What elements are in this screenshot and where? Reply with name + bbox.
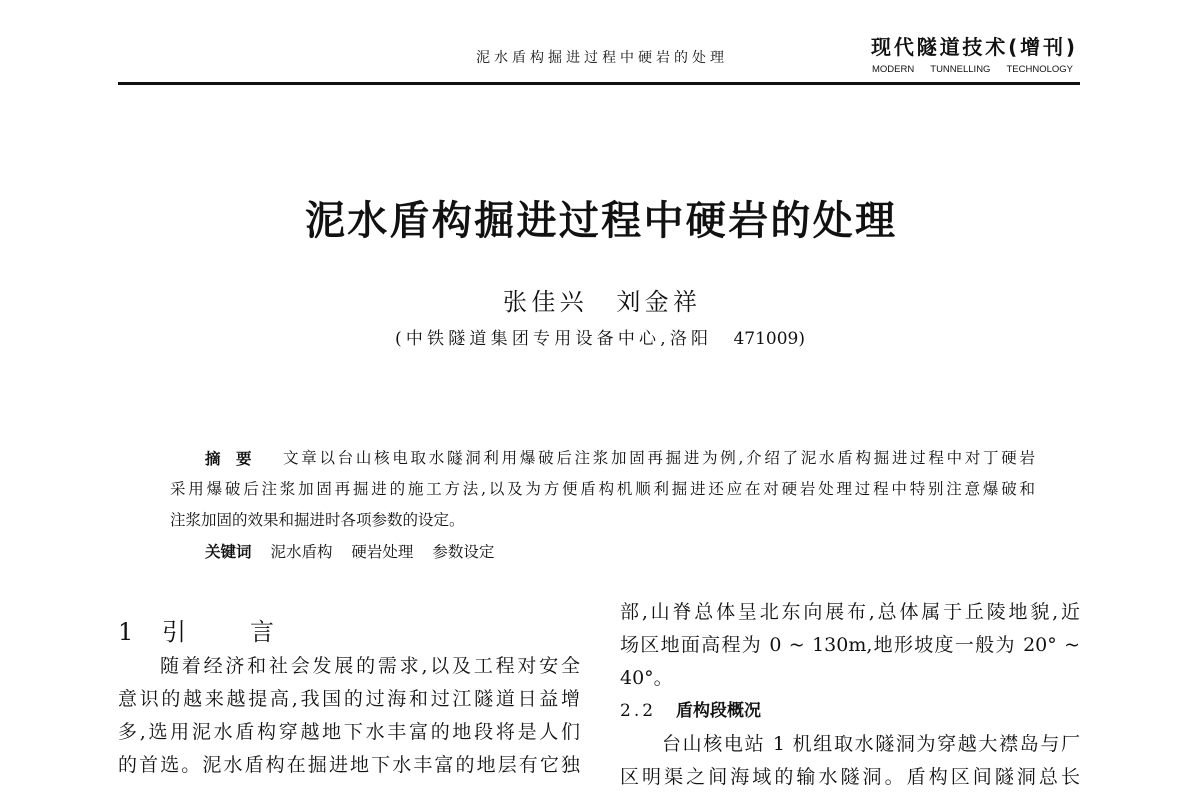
keyword: 泥水盾构 <box>270 543 333 561</box>
article-title: 泥水盾构掘进过程中硬岩的处理 <box>305 197 895 244</box>
abstract-block <box>170 443 1035 568</box>
running-title: 泥水盾构掘进过程中硬岩的处理 <box>476 50 724 66</box>
subsection-heading <box>620 695 1080 728</box>
keywords-label: 关键词 <box>205 542 252 561</box>
journal-title-cn: 现代隧道技术(增刊) <box>871 35 1075 59</box>
abstract-first-line <box>170 443 1035 474</box>
keyword: 硬岩处理 <box>351 543 414 561</box>
keywords-line <box>170 536 1035 568</box>
paragraph-line: 场区地面高程为 0 ~ 130m,地形坡度一般为 20° ~ <box>620 634 1080 656</box>
paragraph-line: 部,山脊总体呈北东向展布,总体属于丘陵地貌,近 <box>620 601 1080 623</box>
journal-title-en: MODERN TUNNELLING TECHNOLOGY <box>872 64 1073 75</box>
paragraph-line: 多,选用泥水盾构穿越地下水丰富的地段将是人们 <box>118 721 580 743</box>
paragraph <box>118 650 580 782</box>
paragraph-line: 随着经济和社会发展的需求,以及工程对安全 <box>160 655 580 677</box>
paragraph <box>620 596 1080 695</box>
paragraph-line: 区明渠之间海域的输水隧洞。盾构区间隧洞总长 <box>620 766 1080 788</box>
paragraph-line: 意识的越来越提高,我国的过海和过江隧道日益增 <box>118 688 580 710</box>
abstract-line: 采用爆破后注浆加固再掘进的施工方法,以及为方便盾构机顺利掘进还应在对硬岩处理过程中特别注意爆破和 <box>170 480 1035 498</box>
left-column <box>118 616 580 782</box>
abstract-line: 注浆加固的效果和掘进时各项参数的设定。 <box>170 511 465 529</box>
header-rule <box>118 82 1080 85</box>
right-column <box>620 596 1080 794</box>
paragraph-line: 的首选。泥水盾构在掘进地下水丰富的地层有它独 <box>118 754 580 776</box>
keyword: 参数设定 <box>432 543 495 561</box>
subsection-title: 盾构段概况 <box>676 701 761 721</box>
subsection-number: 2.2 <box>620 701 657 721</box>
section-title: 引 言 <box>162 618 294 646</box>
authors: 张佳兴 刘金祥 <box>503 288 697 316</box>
paragraph-line: 40°。 <box>620 667 673 689</box>
section-heading <box>118 616 580 650</box>
abstract-line: 文章以台山核电取水隧洞利用爆破后注浆加固再掘进为例,介绍了泥水盾构掘进过程中对丁硬岩 <box>283 449 1035 467</box>
section-number: 1 <box>118 618 134 646</box>
paragraph-line: 台山核电站 1 机组取水隧洞为穿越大襟岛与厂 <box>662 733 1080 755</box>
affiliation: (中铁隧道集团专用设备中心,洛阳 471009) <box>395 329 805 349</box>
abstract-label: 摘 要 <box>205 449 252 468</box>
paragraph <box>620 728 1080 794</box>
